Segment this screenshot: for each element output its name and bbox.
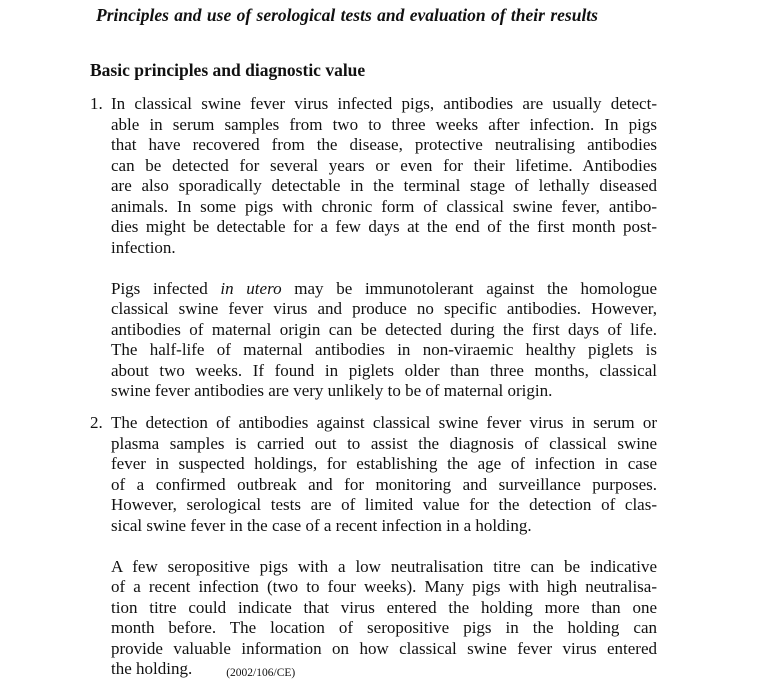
- text-line: that have recovered from the disease, protective neutralising antibodies: [111, 135, 657, 154]
- italic-term: in utero: [220, 278, 282, 298]
- text-line: month before. The location of seropositive pigs in the holding can: [111, 618, 657, 637]
- text-line: about two weeks. If found in piglets older than three months, classical: [111, 360, 657, 380]
- legal-reference: (2002/106/CE): [226, 667, 296, 679]
- text-run: Pigs infected: [111, 278, 221, 298]
- text-line: [111, 659, 657, 680]
- paragraph: [111, 279, 657, 402]
- text-line: are also sporadically detectable in the terminal stage of lethally diseased: [111, 176, 657, 195]
- text-line: The half-life of maternal antibodies in non-viraemic healthy piglets is: [111, 340, 657, 359]
- text-line: animals. In some pigs with chronic form of classical swine fever, antibo-: [111, 196, 657, 216]
- list-item-2: [90, 413, 657, 680]
- item-number: 1.: [90, 94, 103, 113]
- text-line: swine fever antibodies are very unlikely to be of maternal origin.: [111, 381, 553, 400]
- text-line: plasma samples is carried out to assist the diagnosis of classical swine: [111, 433, 657, 453]
- text-line: of a confirmed outbreak and for monitoring and surveillance purposes.: [111, 474, 657, 494]
- list-item-1: [90, 94, 657, 402]
- paragraph: [111, 557, 657, 680]
- text-line: can be detected for several years or even for their lifetime. Antibodies: [111, 155, 657, 175]
- document-title: Principles and use of serological tests and evaluation of their results: [96, 5, 598, 25]
- paragraph: [111, 94, 657, 258]
- text-line: classical swine fever virus and produce no specific antibodies. However,: [111, 299, 657, 318]
- text-line: antibodies of maternal origin can be detected during the first days of life.: [111, 319, 657, 339]
- text-line: The detection of antibodies against classical swine fever virus in serum or: [111, 413, 657, 432]
- text-line: [111, 279, 657, 300]
- text-line: of a recent infection (two to four weeks). Many pigs with high neutralisa-: [111, 577, 657, 596]
- text-run: the holding.: [111, 659, 193, 678]
- text-line: However, serological tests are of limited value for the detection of clas-: [111, 495, 657, 514]
- text-line: fever in suspected holdings, for establishing the age of infection in case: [111, 454, 657, 473]
- text-run: may be immunotolerant against the homologue: [281, 278, 657, 298]
- text-line: infection.: [111, 237, 176, 257]
- text-line: tion titre could indicate that virus entered the holding more than one: [111, 597, 657, 617]
- paragraph: [111, 413, 657, 536]
- text-line: able in serum samples from two to three weeks after infection. In pigs: [111, 114, 657, 134]
- section-heading: Basic principles and diagnostic value: [90, 60, 366, 80]
- text-line: A few seropositive pigs with a low neutralisation titre can be indicative: [111, 556, 657, 576]
- text-line: provide valuable information on how classical swine fever virus entered: [111, 638, 657, 658]
- text-line: dies might be detectable for a few days at the end of the first month post-: [111, 217, 657, 236]
- text-line: sical swine fever in the case of a recent infection in a holding.: [111, 515, 532, 535]
- text-line: In classical swine fever virus infected pigs, antibodies are usually detect-: [111, 94, 657, 113]
- item-number: 2.: [90, 413, 103, 432]
